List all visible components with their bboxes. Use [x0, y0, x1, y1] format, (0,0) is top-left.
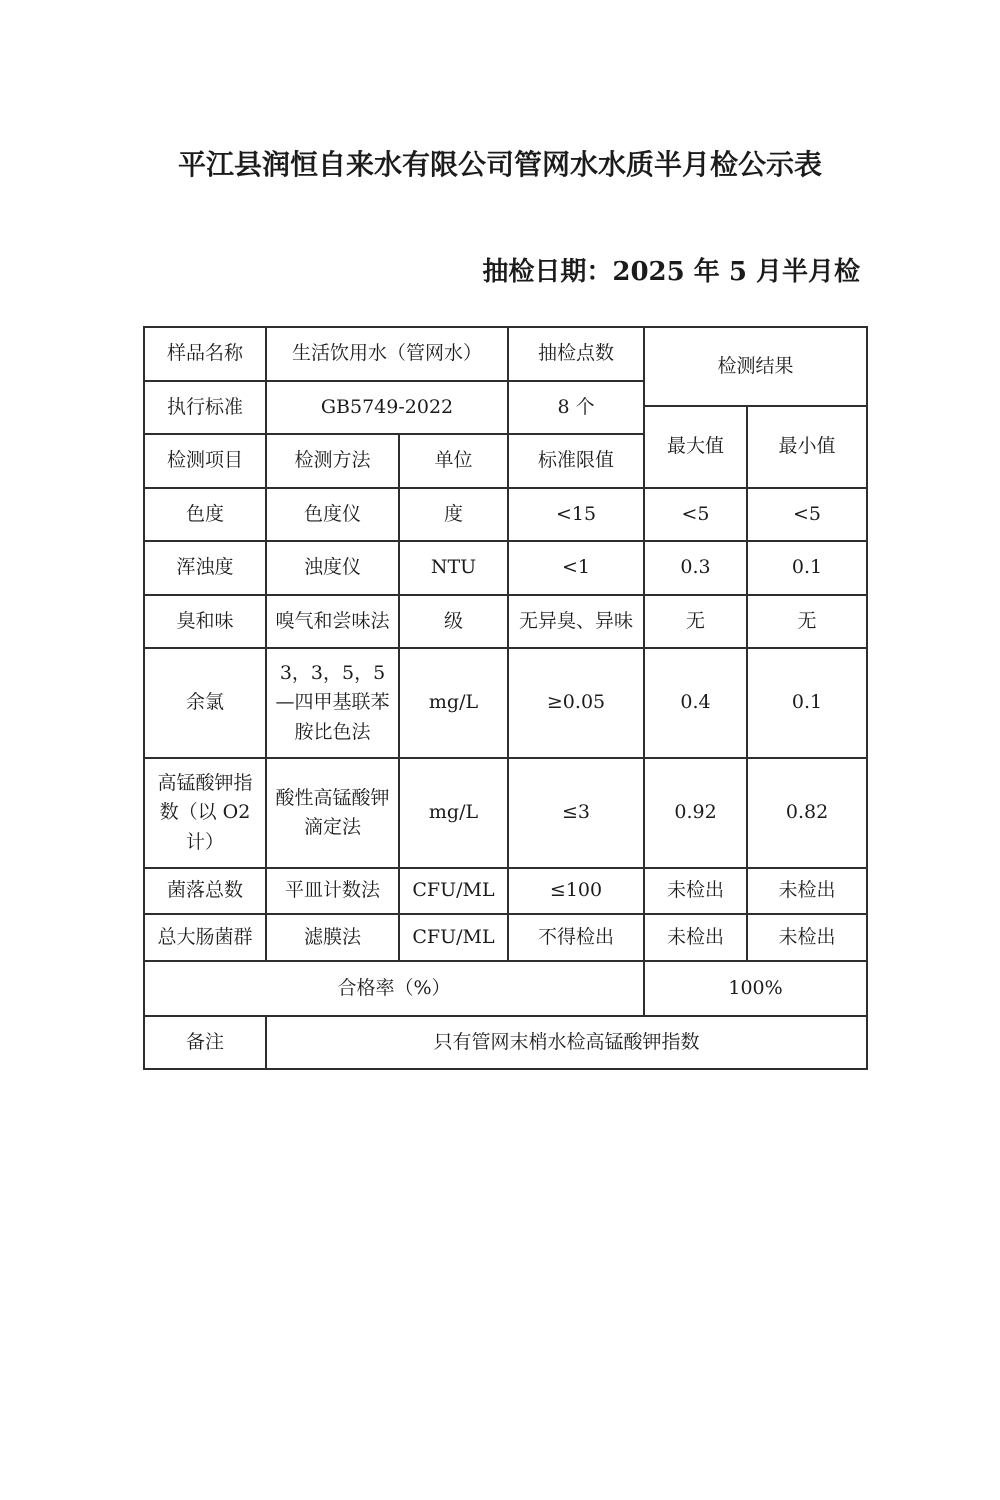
limit-header: 标准限值	[508, 434, 644, 488]
table-row	[144, 488, 867, 541]
max-cell: 未检出	[644, 914, 747, 961]
unit-cell: mg/L	[399, 648, 508, 758]
method-cell: 嗅气和尝味法	[266, 595, 399, 648]
max-cell: 0.4	[644, 648, 747, 758]
min-cell: 0.1	[747, 648, 867, 758]
item-cell: 色度	[144, 488, 266, 541]
points-label: 抽检点数	[508, 327, 644, 381]
max-cell: 未检出	[644, 868, 747, 914]
item-cell: 高锰酸钾指数（以 O2 计）	[144, 758, 266, 868]
table-row	[144, 541, 867, 595]
sample-name-label: 样品名称	[144, 327, 266, 381]
remark-value: 只有管网末梢水检高锰酸钾指数	[266, 1016, 867, 1069]
header-row-sample	[144, 327, 867, 381]
limit-cell: 无异臭、异味	[508, 595, 644, 648]
limit-cell: ≤100	[508, 868, 644, 914]
item-header: 检测项目	[144, 434, 266, 488]
unit-cell: 级	[399, 595, 508, 648]
sample-name-value: 生活饮用水（管网水）	[266, 327, 508, 381]
unit-header: 单位	[399, 434, 508, 488]
remark-row	[144, 1016, 867, 1069]
unit-cell: 度	[399, 488, 508, 541]
item-cell: 浑浊度	[144, 541, 266, 595]
method-cell: 平皿计数法	[266, 868, 399, 914]
unit-cell: NTU	[399, 541, 508, 595]
table-row	[144, 868, 867, 914]
method-cell: 3，3，5，5—四甲基联苯胺比色法	[266, 648, 399, 758]
item-cell: 臭和味	[144, 595, 266, 648]
points-value: 8 个	[508, 381, 644, 434]
pass-rate-value: 100%	[644, 961, 867, 1016]
method-cell: 滤膜法	[266, 914, 399, 961]
max-value-header: 最大值	[644, 406, 747, 488]
method-cell: 浊度仪	[266, 541, 399, 595]
result-header: 检测结果	[644, 327, 867, 406]
limit-cell: <1	[508, 541, 644, 595]
min-cell: 未检出	[747, 868, 867, 914]
pass-rate-row	[144, 961, 867, 1016]
limit-cell: <15	[508, 488, 644, 541]
unit-cell: CFU/ML	[399, 868, 508, 914]
unit-cell: CFU/ML	[399, 914, 508, 961]
min-value-header: 最小值	[747, 406, 867, 488]
method-cell: 酸性高锰酸钾滴定法	[266, 758, 399, 868]
table-row	[144, 595, 867, 648]
max-cell: 0.3	[644, 541, 747, 595]
pass-rate-label: 合格率（%）	[144, 961, 644, 1016]
remark-label: 备注	[144, 1016, 266, 1069]
method-header: 检测方法	[266, 434, 399, 488]
limit-cell: 不得检出	[508, 914, 644, 961]
method-cell: 色度仪	[266, 488, 399, 541]
item-cell: 菌落总数	[144, 868, 266, 914]
standard-value: GB5749-2022	[266, 381, 508, 434]
standard-label: 执行标准	[144, 381, 266, 434]
page-title: 平江县润恒自来水有限公司管网水水质半月检公示表	[177, 148, 822, 181]
max-cell: 0.92	[644, 758, 747, 868]
inspection-date: 抽检日期：2025 年 5 月半月检	[482, 257, 860, 287]
max-cell: <5	[644, 488, 747, 541]
min-cell: 无	[747, 595, 867, 648]
table-row	[144, 648, 867, 758]
item-cell: 余氯	[144, 648, 266, 758]
water-quality-table	[143, 326, 868, 1070]
table-row	[144, 758, 867, 868]
min-cell: 0.82	[747, 758, 867, 868]
min-cell: 0.1	[747, 541, 867, 595]
unit-cell: mg/L	[399, 758, 508, 868]
max-cell: 无	[644, 595, 747, 648]
limit-cell: ≤3	[508, 758, 644, 868]
item-cell: 总大肠菌群	[144, 914, 266, 961]
min-cell: 未检出	[747, 914, 867, 961]
min-cell: <5	[747, 488, 867, 541]
table-row	[144, 914, 867, 961]
limit-cell: ≥0.05	[508, 648, 644, 758]
